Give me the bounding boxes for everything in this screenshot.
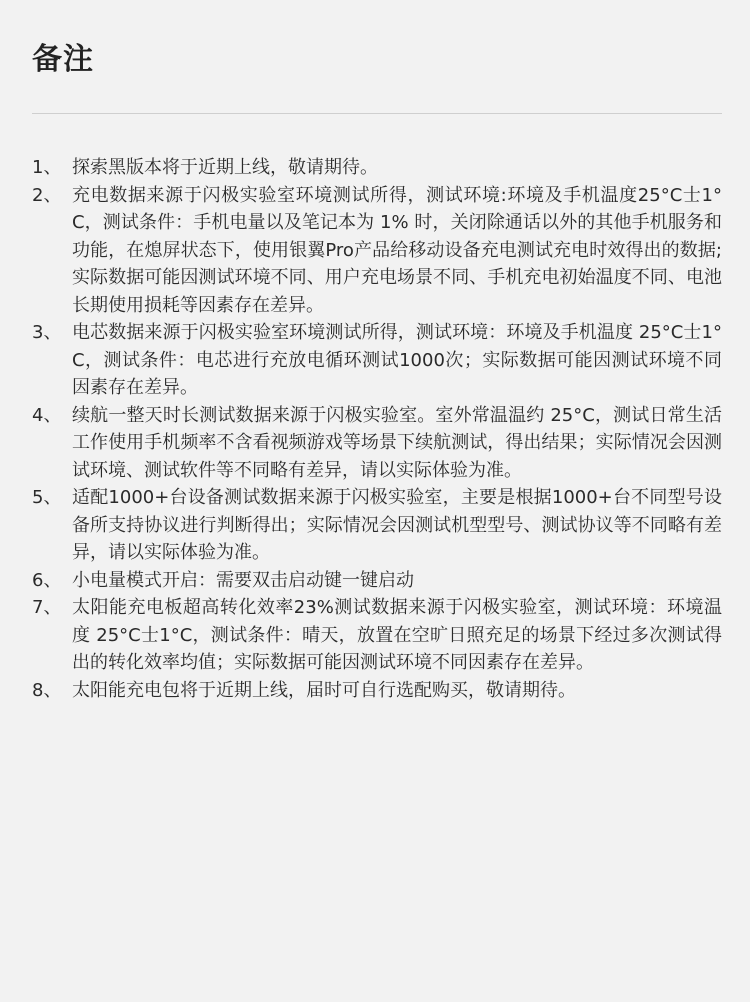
note-text: 太阳能充电板超高转化效率23%测试数据来源于闪极实验室，测试环境：环境温度 25°C士1°C，测试条件：晴天，放置在空旷日照充足的场景下经过多次测试得出的转化效率均值；实际数据可能因测试环境不同因素存在差异。 xyxy=(72,597,722,673)
note-item-6 xyxy=(32,567,722,595)
note-text: 适配1000+台设备测试数据来源于闪极实验室，主要是根据1000+台不同型号设备所支持协议进行判断得出；实际情况会因测试机型型号、测试协议等不同略有差异，请以实际体验为准。 xyxy=(72,487,722,563)
note-number: 5、 xyxy=(32,487,62,508)
note-item-3 xyxy=(32,319,722,402)
note-text: 电芯数据来源于闪极实验室环境测试所得，测试环境：环境及手机温度 25°C士1°C，测试条件：电芯进行充放电循环测试1000次；实际数据可能因测试环境不同因素存在差异。 xyxy=(72,322,722,398)
note-number: 7、 xyxy=(32,597,62,618)
note-item-8 xyxy=(32,677,722,705)
note-text: 小电量模式开启：需要双击启动键一键启动 xyxy=(72,569,414,591)
note-item-4 xyxy=(32,402,722,485)
note-number: 1、 xyxy=(32,157,62,178)
note-text: 充电数据来源于闪极实验室环境测试所得，测试环境:环境及手机温度25°C士1°C，测试条件：手机电量以及笔记本为 1% 时，关闭除通话以外的其他手机服务和功能，在熄屏状态下，使用银翼Pro产品给移动设备充电测试充电时效得出的数据;实际数据可能因测试环境不同、用户充电场景不同、手机充电初始温度不同、电池长期使用损耗等因素存在差异。 xyxy=(72,184,722,316)
note-item-1 xyxy=(32,154,722,182)
note-text: 探索黑版本将于近期上线，敬请期待。 xyxy=(72,157,378,178)
note-item-2 xyxy=(32,182,722,320)
note-text: 太阳能充电包将于近期上线，届时可自行选配购买，敬请期待。 xyxy=(72,679,576,701)
note-number: 8、 xyxy=(32,679,62,701)
note-number: 6、 xyxy=(32,569,62,591)
note-text: 续航一整天时长测试数据来源于闪极实验室。室外常温温约 25°C，测试日常生活工作使用手机频率不含看视频游戏等场景下续航测试，得出结果；实际情况会因测试环境、测试软件等不同略有差异，请以实际体验为准。 xyxy=(72,404,722,481)
page-title: 备注 xyxy=(32,42,94,77)
note-item-7 xyxy=(32,594,722,677)
note-item-5 xyxy=(32,484,722,567)
title-divider xyxy=(32,113,722,114)
note-number: 4、 xyxy=(32,404,62,426)
note-number: 3、 xyxy=(32,322,62,343)
notes-list xyxy=(32,154,722,704)
note-number: 2、 xyxy=(32,184,62,206)
